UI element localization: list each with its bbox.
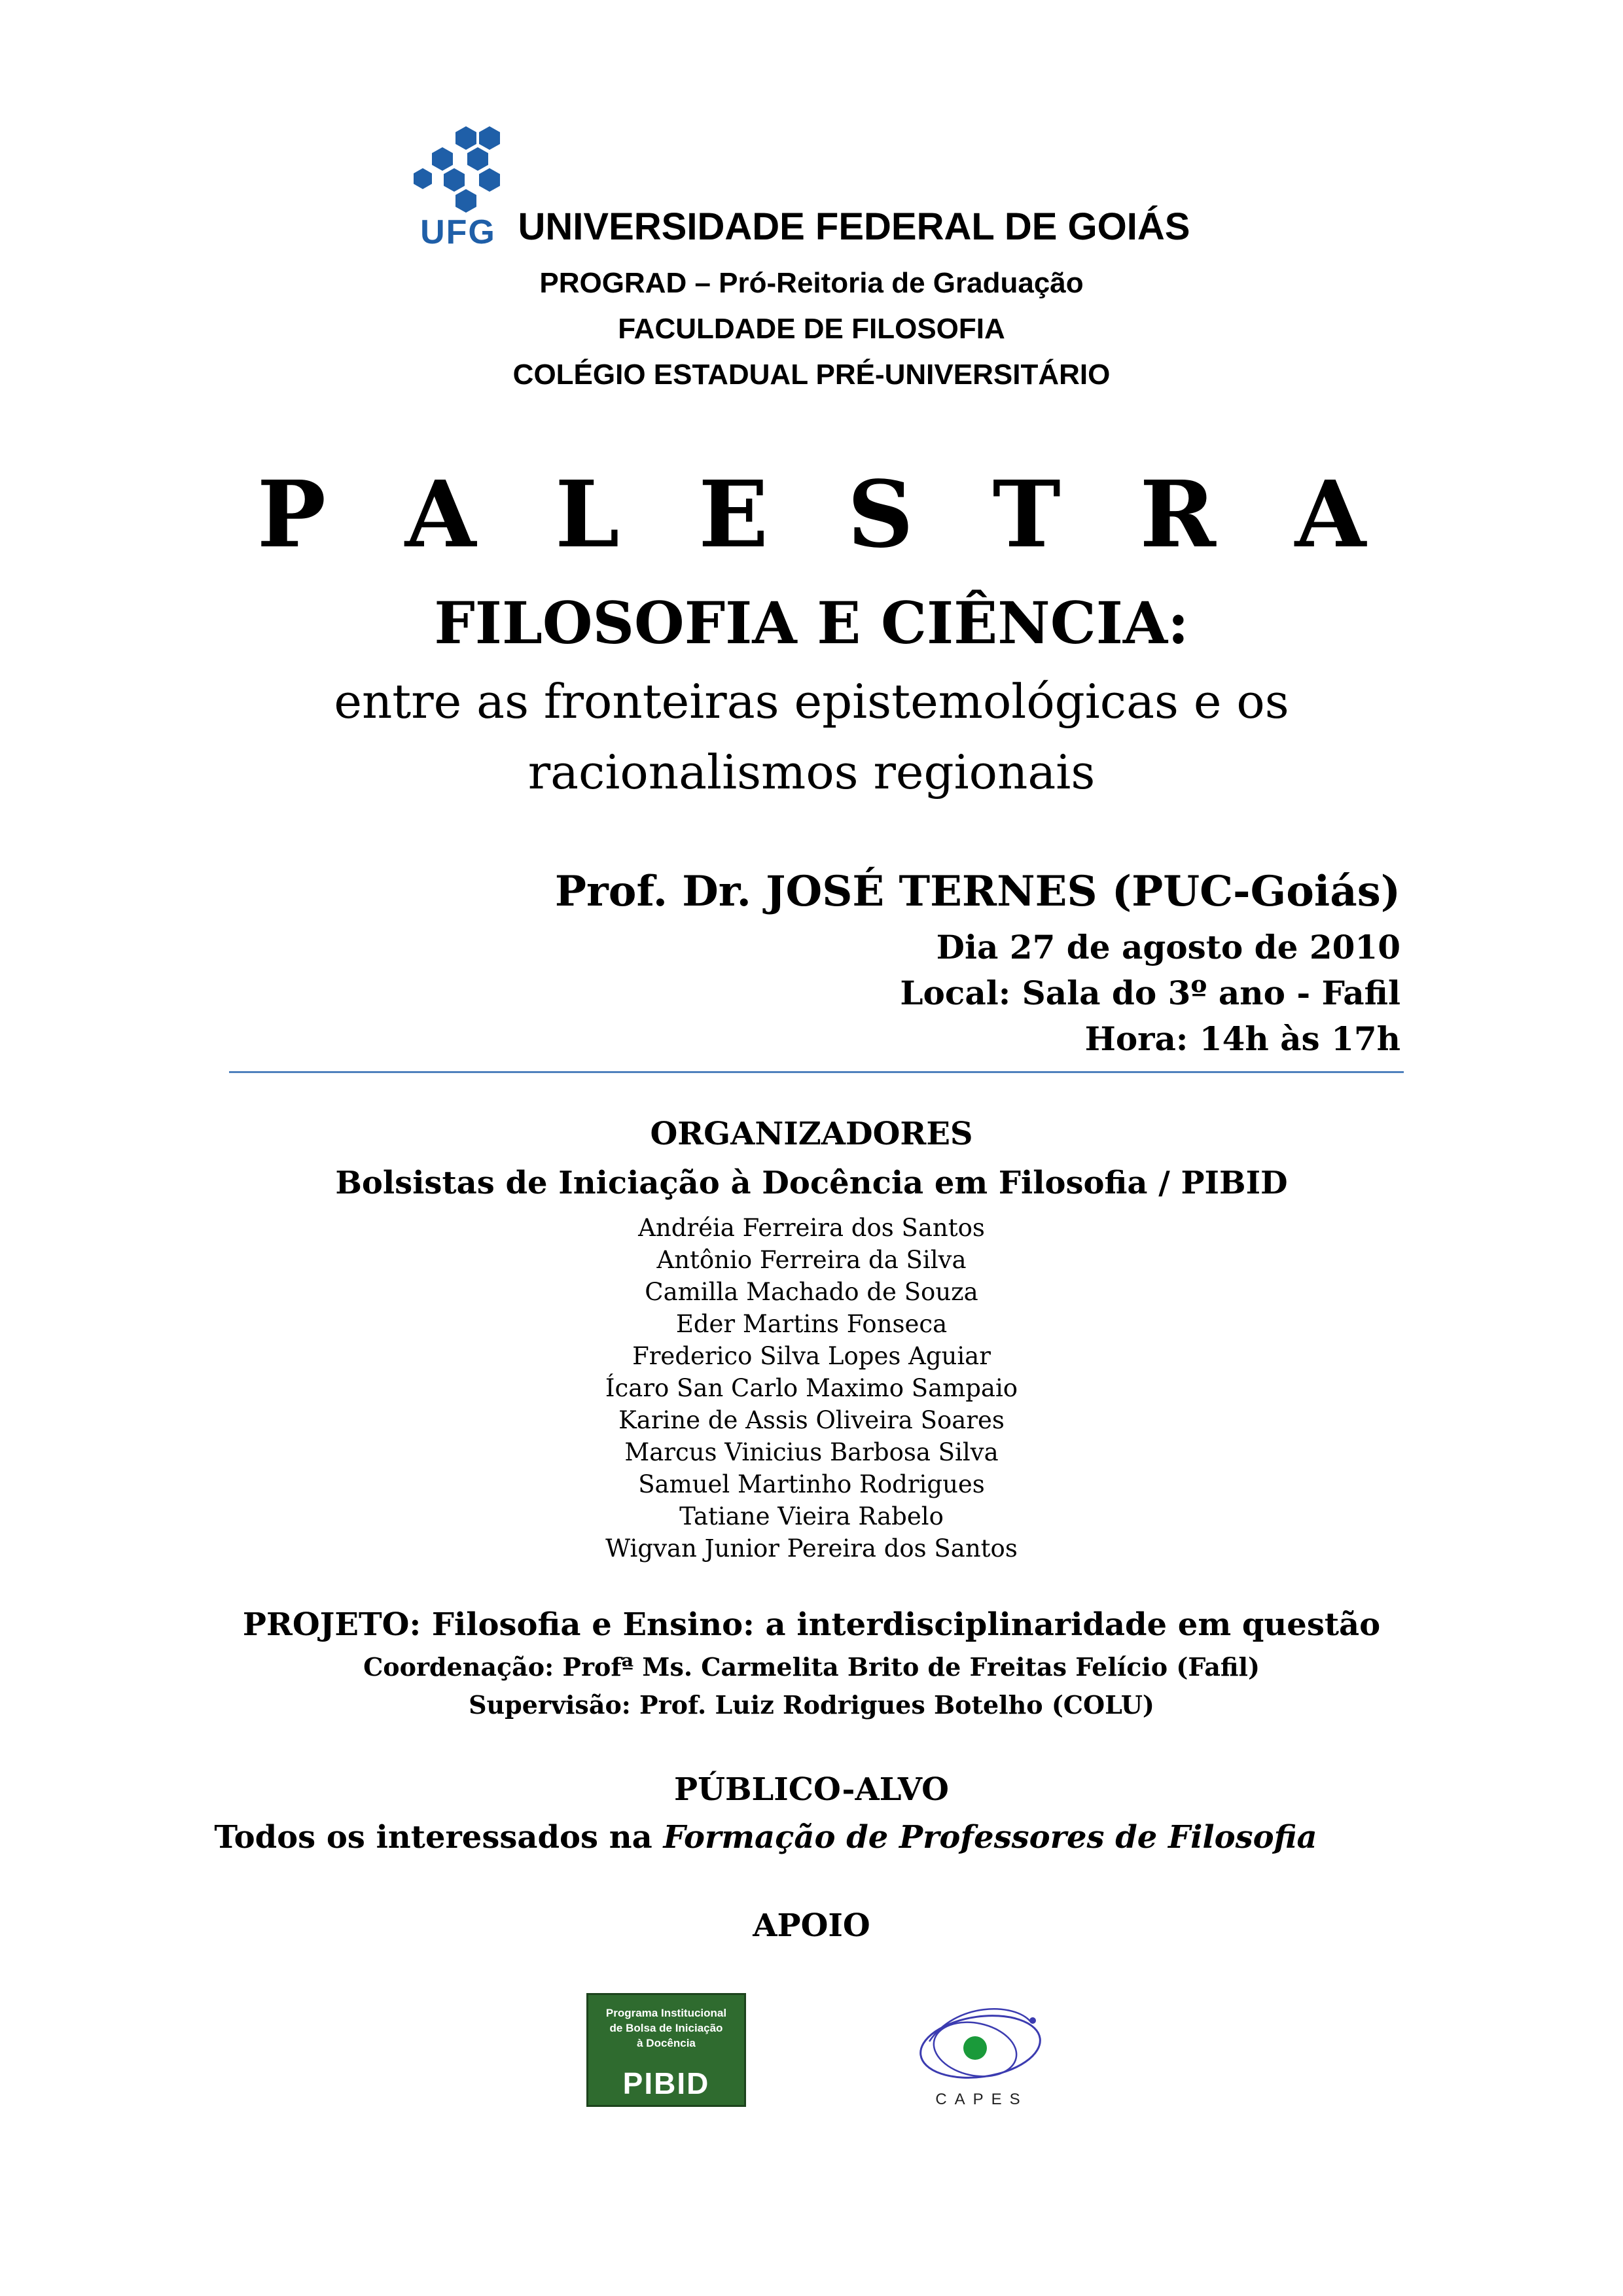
event-tagline-line-1: entre as fronteiras epistemológicas e os (334, 674, 1289, 729)
header-line-faculdade: FACULDADE DE FILOSOFIA (618, 313, 1005, 345)
university-name: UNIVERSIDADE FEDERAL DE GOIÁS (518, 205, 1190, 248)
organizer-member: Ícaro San Carlo Maximo Sampaio (605, 1374, 1018, 1402)
ufg-logo-text: UFG (420, 213, 496, 251)
speaker: Prof. Dr. JOSÉ TERNES (PUC-Goiás) (554, 867, 1400, 916)
pibid-caption-line: à Docência (637, 2037, 696, 2049)
pibid-caption-line: Programa Institucional (605, 2007, 727, 2019)
project-title: PROJETO: Filosofia e Ensino: a interdisciplinaridade em questão (242, 1606, 1381, 1643)
event-type-title: P A L E S T R A (257, 461, 1390, 569)
organizer-member: Samuel Martinho Rodrigues (638, 1470, 985, 1498)
audience-text (0, 1819, 1623, 1856)
organizer-member: Eder Martins Fonseca (675, 1310, 948, 1338)
event-tagline-line-2: racionalismos regionais (527, 745, 1096, 800)
pibid-logo-caption (588, 2005, 744, 2051)
capes-logo-text: CAPES (935, 2091, 1028, 2108)
organizers-heading: ORGANIZADORES (650, 1116, 973, 1152)
event-time: Hora: 14h às 17h (1084, 1019, 1400, 1058)
organizer-member: Tatiane Vieira Rabelo (679, 1502, 944, 1530)
audience-text-emphasis: Formação de Professores de Filosofia (663, 1819, 1317, 1856)
audience-heading: PÚBLICO-ALVO (674, 1771, 949, 1808)
header-line-prograd: PROGRAD – Pró-Reitoria de Graduação (539, 267, 1084, 299)
organizer-member: Karine de Assis Oliveira Soares (618, 1406, 1005, 1434)
organizer-member: Andréia Ferreira dos Santos (638, 1214, 985, 1242)
support-heading: APOIO (753, 1907, 870, 1944)
event-date: Dia 27 de agosto de 2010 (936, 928, 1400, 966)
organizer-member: Marcus Vinicius Barbosa Silva (624, 1438, 999, 1466)
pibid-caption-line: de Bolsa de Iniciação (609, 2022, 723, 2034)
organizer-member: Wigvan Junior Pereira dos Santos (605, 1534, 1018, 1563)
project-coordination: Coordenação: Profª Ms. Carmelita Brito de Freitas Felício (Fafil) (363, 1652, 1260, 1682)
audience-text-prefix: Todos os interessados na (214, 1819, 664, 1856)
project-supervision: Supervisão: Prof. Luiz Rodrigues Botelho (COLU) (469, 1690, 1154, 1720)
event-location: Local: Sala do 3º ano - Fafil (900, 974, 1400, 1012)
pibid-logo-name: PIBID (622, 2066, 710, 2100)
event-title: FILOSOFIA E CIÊNCIA: (434, 589, 1189, 657)
organizers-subheading: Bolsistas de Iniciação à Docência em Filosofia / PIBID (335, 1165, 1288, 1201)
organizer-member: Camilla Machado de Souza (645, 1278, 978, 1306)
organizer-member: Frederico Silva Lopes Aguiar (632, 1342, 991, 1370)
organizer-member: Antônio Ferreira da Silva (656, 1246, 967, 1274)
divider-rule (229, 1071, 1404, 1073)
ufg-hexagon-icon (412, 121, 504, 213)
header-line-colegio: COLÉGIO ESTADUAL PRÉ-UNIVERSITÁRIO (512, 359, 1111, 391)
pibid-logo (586, 1993, 746, 2107)
capes-orbit-icon (910, 1996, 1054, 2087)
capes-logo (910, 1996, 1054, 2113)
